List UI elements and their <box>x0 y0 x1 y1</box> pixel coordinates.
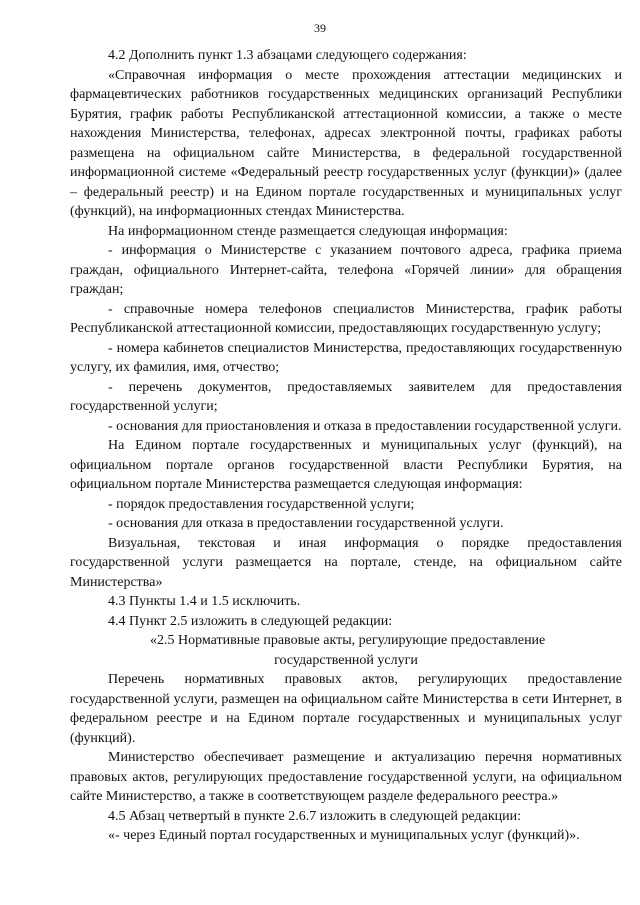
paragraph-stand-info-intro: На информационном стенде размещается следующая информация: <box>108 223 508 239</box>
section-heading-line-2: государственной услуги <box>274 652 418 668</box>
document-body <box>70 46 622 846</box>
paragraph-legal-acts-list: Перечень нормативных правовых актов, регулирующих предоставление государственной услуги, размещен на официальном сайте Министерства в сети Интернет, в федеральном реестре и на Едином портале государственных и муниципальных услуг (функций). <box>70 672 622 746</box>
list-item-suspension-grounds: - основания для приостановления и отказа в предоставлении государственной услуги. <box>108 418 622 434</box>
paragraph-amend-4-5: 4.5 Абзац четвертый в пункте 2.6.7 изложить в следующей редакции: <box>108 808 522 824</box>
paragraph-reference-info: «Справочная информация о месте прохождения аттестации медицинских и фармацевтических работников государственных медицинских организаций Республики Бурятия, график работы Республиканской аттестационной комиссии, а также о месте нахождения Министерства, телефонах, адресах электронной почты, графиках работы размещена на официальном сайте Министерства, в федеральной государственной информационной системе «Федеральный реестр государственных услуг (функции)» (далее – федеральный реестр) и на Едином портале государственных и муниципальных услуг (функций), на информационных стендах Министерства. <box>70 67 622 219</box>
list-item-phone-numbers: - справочные номера телефонов специалистов Министерства, график работы Республиканской аттестационной комиссии, предоставляющих государственную услугу; <box>70 301 622 336</box>
section-heading-line-1: «2.5 Нормативные правовые акты, регулирующие предоставление <box>150 633 546 648</box>
paragraph-amend-4-3: 4.3 Пункты 1.4 и 1.5 исключить. <box>108 594 301 609</box>
paragraph-ministry-ensures: Министерство обеспечивает размещение и актуализацию перечня нормативных правовых актов, регулирующих предоставление государственной услуги, на официальном сайте Министерство, а также в соответствующем разделе федерального реестра.» <box>70 750 622 804</box>
list-item-procedure: - порядок предоставления государственной услуги; <box>108 496 415 512</box>
paragraph-portal-info-intro: На Едином портале государственных и муниципальных услуг (функций), на официальном портале органов государственной власти Республики Бурятия, на официальном портале Министерства размещается следующая информация: <box>70 438 622 492</box>
list-item-ministry-info: - информация о Министерстве с указанием почтового адреса, графика приема граждан, официального Интернет-сайта, телефона «Горячей линии» для обращения граждан; <box>70 243 622 297</box>
list-item-documents: - перечень документов, предоставляемых заявителем для предоставления государственной услуги; <box>70 379 622 414</box>
page-number: 39 <box>314 21 326 35</box>
paragraph-single-portal: «- через Единый портал государственных и муниципальных услуг (функций)». <box>108 828 580 843</box>
paragraph-visual-info: Визуальная, текстовая и иная информация о порядке предоставления государственной услуги размещается на портале, стенде, на официальном сайте Министерства» <box>70 535 622 590</box>
list-item-refusal-grounds: - основания для отказа в предоставлении государственной услуги. <box>108 516 504 531</box>
paragraph-amend-4-4: 4.4 Пункт 2.5 изложить в следующей редакции: <box>108 613 393 629</box>
list-item-office-numbers: - номера кабинетов специалистов Министерства, предоставляющих государственную услугу, их фамилия, имя, отчество; <box>70 340 622 375</box>
paragraph-amend-4-2: 4.2 Дополнить пункт 1.3 абзацами следующего содержания: <box>108 48 467 63</box>
